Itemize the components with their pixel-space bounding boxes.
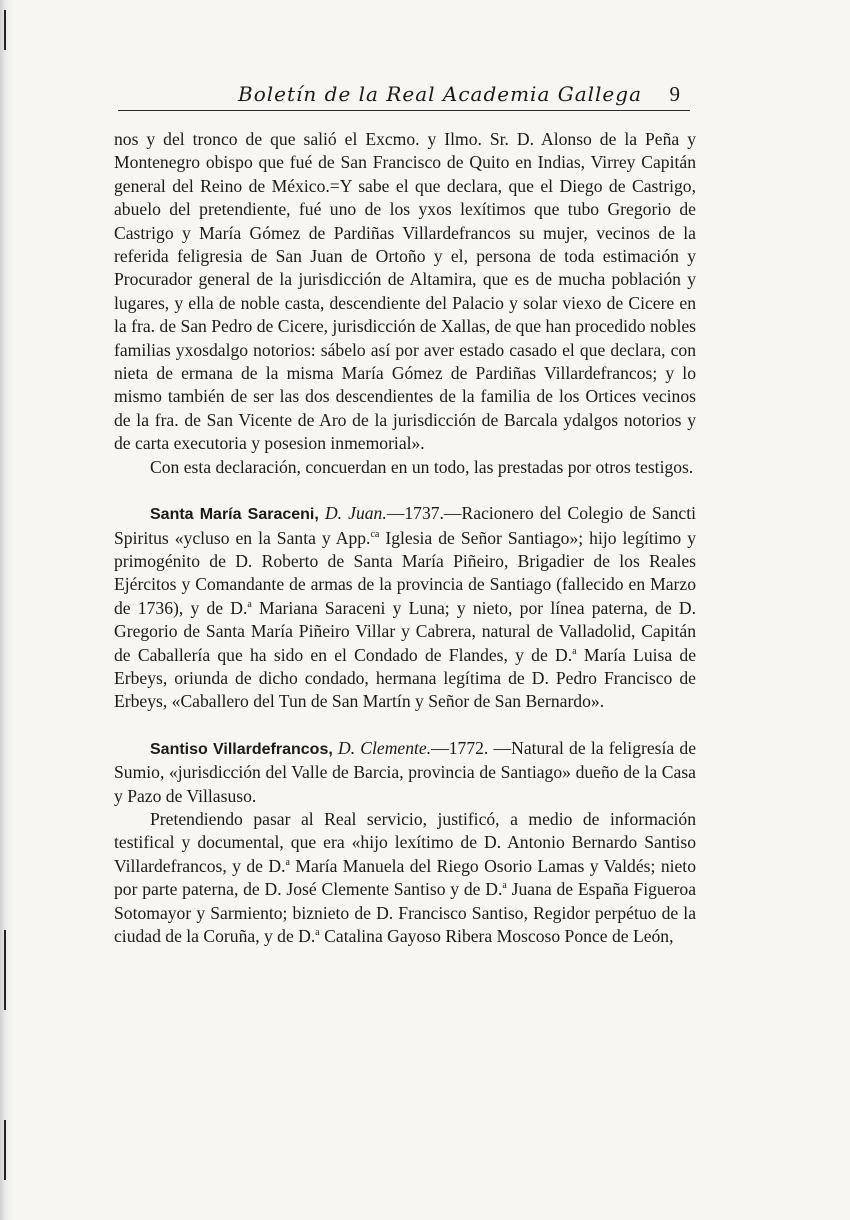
page-number: 9	[669, 82, 680, 106]
paragraph-1: nos y del tronco de que salió el Excmo. y Ilmo. Sr. D. Alonso de la Peña y Montenegro obispo que fué de San Francisco de Quito en Indias, Virrey Capitán general del Reino de México.=Y sabe el que declara, que el Diego de Castrigo, abuelo del pretendiente, fué uno de los yxos lexítimos que tubo Gregorio de Castrigo y María Gómez de Pardiñas Villardefrancos su mujer, vecinos de la referida feligresia de San Juan de Ortoño y el, persona de toda estimación y Procurador general de la jurisdicción de Altamira, que es de mucha población y lugares, y ella de noble casta, descendiente del Palacio y solar viexo de Cicere en la fra. de San Pedro de Cicere, jurisdicción de Xallas, de que han procedido nobles familias yxosdalgo notorios: sábelo así por aver estado casado el que declara, con nieta de ermana de la misma María Gómez de Pardiñas Villardefrancos; y lo mismo también de ser las dos descendientes de la familia de los Ortices vecinos de la fra. de San Vicente de Aro de la jurisdicción de Barcala ydalgos notorios y de carta executoria y posesion inmemorial».	[114, 129, 696, 454]
superscript: ca	[370, 528, 380, 540]
paragraph-text: Juana de España Figueroa Sotomayor y Sarmiento; biznieto de D. Francisco Santiso, Regidor perpétuo de la ciudad de la Coruña, y de D.	[114, 879, 696, 946]
scan-edge-shadow	[0, 0, 14, 1220]
page-header	[118, 80, 690, 111]
paragraph-5	[114, 808, 696, 948]
entry-text: Iglesia de Señor Santiago»; hijo legítimo y primogénito de D. Roberto de Santa María Piñeiro, Brigadier de los Reales Ejércitos y Comandante de armas de la provincia de Santiago (fallecido en Marzo de 1736), y de D.	[114, 527, 696, 618]
entry-given-name: D. Juan.	[324, 503, 387, 524]
entry-text: María Luisa de Erbeys, oriunda de dicho condado, hermana legítima de D. Pedro Francisco de Erbeys, «Caballero del Tun de San Martín y Señor de San Bernardo».	[114, 644, 697, 712]
scan-edge-mark	[4, 10, 6, 50]
superscript: a	[315, 927, 320, 939]
superscript: a	[285, 856, 290, 868]
running-title: Boletín de la Real Academia Gallega	[238, 82, 642, 106]
entry-text: —1772. —Natural de la feligresía de Sumio, «jurisdicción del Valle de Barcia, provincia de Santiago» dueño de la Casa y Pazo de Villasuso.	[114, 737, 696, 806]
entry-surname: Santa María Saraceni,	[150, 506, 319, 524]
superscript: a	[572, 645, 577, 657]
paragraph-2: Con esta declaración, concuerdan en un todo, las prestadas por otros testigos.	[150, 456, 694, 477]
entry-surname: Santiso Villardefrancos,	[150, 740, 333, 758]
entry-santiso-villardefrancos	[114, 737, 696, 808]
paragraph-text: Pretendiendo pasar al Real servicio, justificó, a medio de información testifical y documental, que era «hijo lexítimo de D. Antonio Bernardo Santiso Villardefrancos, y de D.	[114, 808, 696, 876]
body-text	[114, 128, 696, 948]
superscript: a	[247, 598, 252, 610]
entry-santa-maria-saraceni	[114, 502, 696, 714]
entry-given-name: D. Clemente.	[338, 737, 432, 758]
paragraph-text: Catalina Gayoso Ribera Moscoso Ponce de León,	[319, 926, 674, 946]
paragraph-text: María Manuela del Riego Osorio Lamas y Valdés; nieto por parte paterna, de D. José Clemente Santiso y de D.	[114, 855, 696, 900]
entry-text: —1737.—Racionero del Colegio de Sancti Spiritus «ycluso en la Santa y App.	[114, 503, 697, 548]
scan-edge-mark	[4, 1120, 6, 1180]
superscript: a	[502, 880, 507, 892]
entry-text: Mariana Saraceni y Luna; y nieto, por línea paterna, de D. Gregorio de Santa María Piñeiro Villar y Cabrera, natural de Valladolid, Capitán de Caballería que ha sido en el Condado de Flandes, y de D.	[114, 597, 697, 665]
scan-edge-mark	[4, 930, 6, 1010]
